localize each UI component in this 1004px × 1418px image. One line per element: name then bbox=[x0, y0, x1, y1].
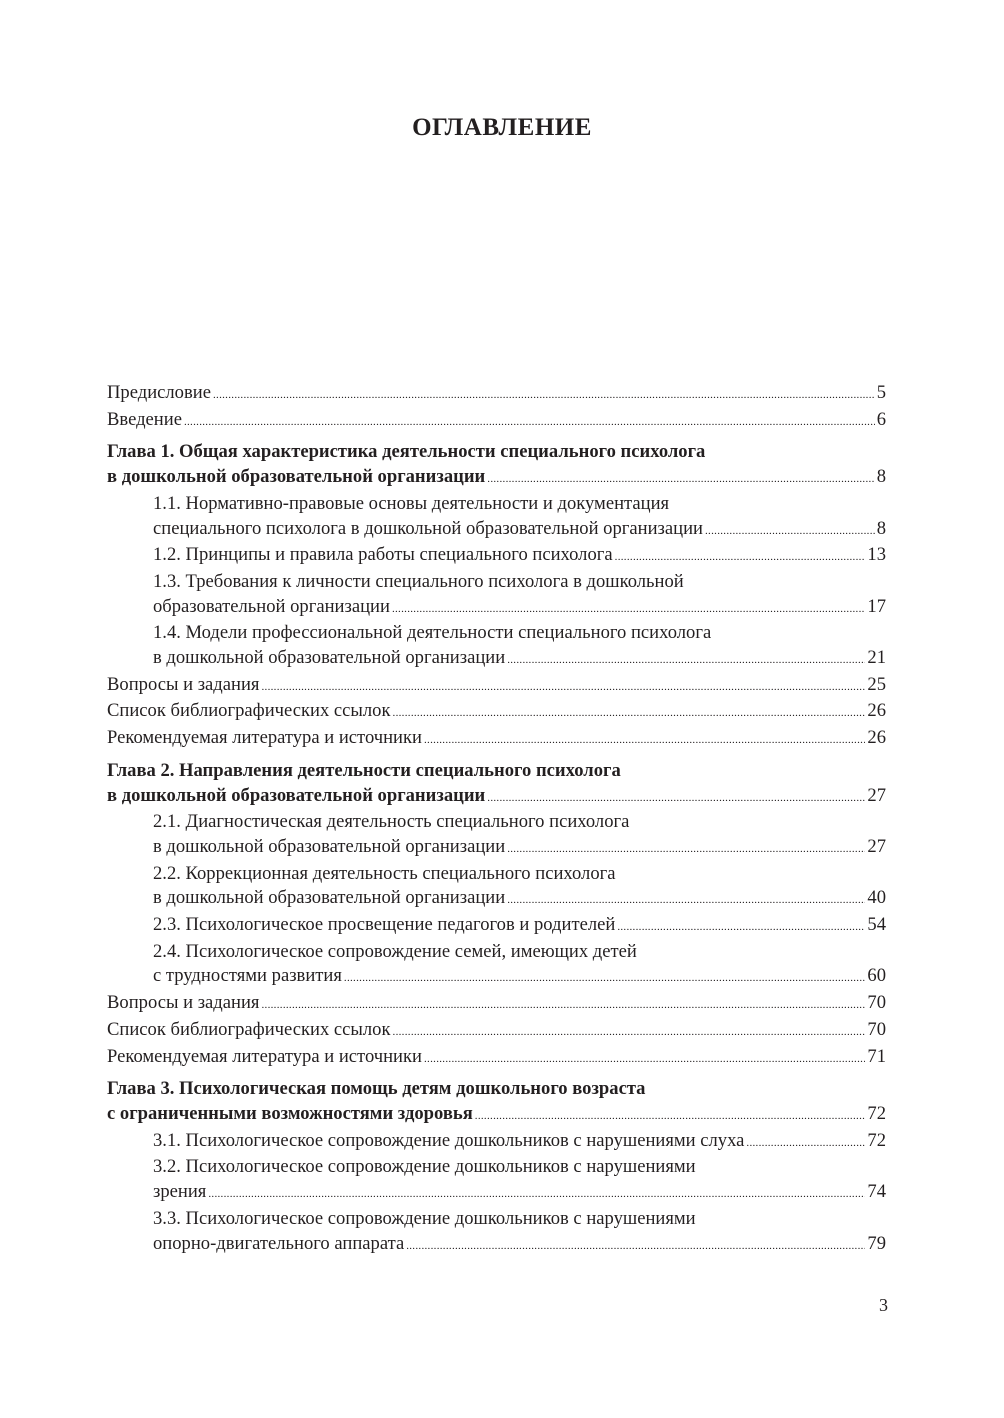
toc-entry-text: Вопросы и задания bbox=[107, 673, 260, 695]
toc-entry[interactable] bbox=[107, 1045, 886, 1072]
page-number: 3 bbox=[879, 1295, 888, 1315]
toc-entry[interactable] bbox=[107, 726, 886, 753]
toc-entry-text: в дошкольной образовательной организации bbox=[153, 887, 506, 909]
toc-entry-text: в дошкольной образовательной организации bbox=[153, 835, 506, 857]
dot-leader bbox=[617, 915, 865, 940]
toc-leader-line bbox=[107, 699, 886, 726]
toc-leader-line bbox=[107, 726, 886, 753]
toc-entry-text: специального психолога в дошкольной образовательной организации bbox=[153, 517, 703, 539]
toc-section-entry[interactable] bbox=[107, 940, 886, 991]
toc-page-number: 79 bbox=[867, 1232, 886, 1254]
dot-leader bbox=[615, 545, 866, 570]
toc-chapter-entry[interactable] bbox=[107, 440, 886, 491]
toc-section-entry[interactable] bbox=[107, 1155, 886, 1206]
toc-section-entry[interactable] bbox=[107, 570, 886, 621]
toc-leader-line bbox=[107, 408, 886, 435]
toc-entry-text: Список библиографических ссылок bbox=[107, 1018, 391, 1040]
toc-page-number: 13 bbox=[867, 544, 886, 566]
toc-entry-text: зрения bbox=[153, 1181, 207, 1203]
toc-entry[interactable] bbox=[107, 991, 886, 1018]
toc-page-number: 74 bbox=[867, 1181, 886, 1203]
toc-leader-line bbox=[107, 673, 886, 700]
toc-entry-text: Глава 1. Общая характеристика деятельности специального психолога bbox=[107, 441, 706, 463]
toc-page-number: 27 bbox=[867, 784, 886, 806]
toc-page-number: 54 bbox=[867, 914, 886, 936]
dot-leader bbox=[392, 597, 865, 622]
toc-entry-text: Предисловие bbox=[107, 382, 211, 403]
toc-leader-line bbox=[153, 646, 886, 673]
toc-page-number: 21 bbox=[867, 647, 886, 669]
toc-entry[interactable] bbox=[107, 699, 886, 726]
dot-leader bbox=[475, 1104, 866, 1129]
toc-section-entry[interactable] bbox=[107, 1129, 886, 1156]
toc-entry-text: Введение bbox=[107, 408, 182, 430]
toc-leader-line bbox=[153, 1232, 886, 1259]
dot-leader bbox=[213, 383, 875, 408]
toc-section-entry[interactable] bbox=[107, 621, 886, 672]
toc-leader-line bbox=[153, 964, 886, 991]
toc-page-number: 40 bbox=[867, 887, 886, 909]
toc-page-number: 8 bbox=[876, 517, 886, 539]
toc-leader-line bbox=[153, 1129, 886, 1156]
dot-leader bbox=[261, 993, 865, 1018]
toc-entry-text: в дошкольной образовательной организации bbox=[107, 784, 486, 806]
toc-section-entry[interactable] bbox=[107, 543, 886, 570]
toc-entry-text: 1.3. Требования к личности специального психолога в дошкольной bbox=[153, 570, 684, 592]
dot-leader bbox=[507, 888, 865, 913]
toc-entry-text: Рекомендуемая литература и источники bbox=[107, 1045, 422, 1067]
toc-entry[interactable] bbox=[107, 1018, 886, 1045]
toc-page-number: 60 bbox=[867, 965, 886, 987]
toc-leader-line bbox=[153, 1180, 886, 1207]
toc-page-number: 70 bbox=[867, 1018, 886, 1040]
dot-leader bbox=[487, 786, 865, 811]
dot-leader bbox=[261, 675, 865, 700]
toc-entry-text: 2.2. Коррекционная деятельность специального психолога bbox=[153, 862, 616, 884]
toc-leader-line bbox=[153, 517, 886, 544]
toc-entry-text: Глава 3. Психологическая помощь детям дошкольного возраста bbox=[107, 1078, 646, 1100]
toc-page-number: 8 bbox=[876, 466, 886, 488]
toc-page-number: 72 bbox=[867, 1102, 886, 1124]
toc-entry-text: опорно-двигательного аппарата bbox=[153, 1232, 405, 1254]
toc-leader-line bbox=[153, 595, 886, 622]
dot-leader bbox=[507, 837, 865, 862]
dot-leader bbox=[487, 467, 874, 492]
toc-entry[interactable] bbox=[107, 673, 886, 700]
toc-entry-text: в дошкольной образовательной организации bbox=[107, 466, 486, 488]
toc-page-number: 26 bbox=[867, 727, 886, 749]
toc-leader-line bbox=[107, 1045, 886, 1072]
dot-leader bbox=[746, 1131, 865, 1156]
toc-entry-text: Список библиографических ссылок bbox=[107, 700, 391, 722]
toc-page-number: 27 bbox=[867, 835, 886, 857]
toc-section-entry[interactable] bbox=[107, 913, 886, 940]
toc-leader-line bbox=[153, 886, 886, 913]
dot-leader bbox=[507, 648, 865, 673]
toc-entry-text: с ограниченными возможностями здоровья bbox=[107, 1102, 473, 1124]
toc-section-entry[interactable] bbox=[107, 810, 886, 861]
toc-entry-text: 1.2. Принципы и правила работы специального психолога bbox=[153, 544, 613, 566]
toc-entry-text: образовательной организации bbox=[153, 595, 390, 617]
dot-leader bbox=[705, 519, 875, 544]
toc-page-number: 71 bbox=[867, 1045, 886, 1067]
dot-leader bbox=[393, 701, 866, 726]
toc-page-number: 72 bbox=[867, 1129, 886, 1151]
page-title: ОГЛАВЛЕНИЕ bbox=[412, 114, 592, 141]
dot-leader bbox=[393, 1020, 866, 1045]
toc-leader-line bbox=[107, 784, 886, 811]
toc-entry-text: 3.1. Психологическое сопровождение дошкольников с нарушениями слуха bbox=[153, 1129, 745, 1151]
toc-entry[interactable] bbox=[107, 408, 886, 435]
toc-entry-text: 2.1. Диагностическая деятельность специального психолога bbox=[153, 811, 630, 833]
toc-leader-line bbox=[153, 913, 886, 940]
toc-section-entry[interactable] bbox=[107, 1207, 886, 1258]
toc-chapter-entry[interactable] bbox=[107, 1077, 886, 1128]
toc-entry-text: 3.3. Психологическое сопровождение дошкольников с нарушениями bbox=[153, 1207, 696, 1229]
toc-entry-text: в дошкольной образовательной организации bbox=[153, 647, 506, 669]
toc-page-number: 26 bbox=[867, 700, 886, 722]
dot-leader bbox=[424, 728, 865, 753]
dot-leader bbox=[424, 1047, 865, 1072]
toc-entry-text: Глава 2. Направления деятельности специального психолога bbox=[107, 759, 621, 781]
toc-leader-line bbox=[107, 991, 886, 1018]
toc-chapter-entry[interactable] bbox=[107, 759, 886, 810]
toc-leader-line bbox=[107, 1102, 886, 1129]
toc-page-number: 25 bbox=[867, 673, 886, 695]
toc-page-number: 6 bbox=[876, 408, 886, 430]
toc-entry-text: Рекомендуемая литература и источники bbox=[107, 727, 422, 749]
dot-leader bbox=[344, 966, 866, 991]
toc-entry-text: Вопросы и задания bbox=[107, 992, 260, 1014]
toc-leader-line bbox=[107, 1018, 886, 1045]
toc-leader-line bbox=[153, 543, 886, 570]
toc-entry-text: 1.4. Модели профессиональной деятельности специального психолога bbox=[153, 622, 712, 644]
toc-entry-text: 3.2. Психологическое сопровождение дошкольников с нарушениями bbox=[153, 1156, 696, 1178]
toc-entry-text: 2.3. Психологическое просвещение педагогов и родителей bbox=[153, 914, 616, 936]
dot-leader bbox=[406, 1234, 865, 1259]
toc-leader-line bbox=[107, 465, 886, 492]
toc-page-number: 17 bbox=[867, 595, 886, 617]
toc-section-entry[interactable] bbox=[107, 492, 886, 543]
toc-entry[interactable] bbox=[107, 381, 886, 408]
dot-leader bbox=[208, 1182, 865, 1207]
toc-section-entry[interactable] bbox=[107, 862, 886, 913]
toc-page-number: 5 bbox=[876, 382, 886, 403]
toc-entry-text: с трудностями развития bbox=[153, 965, 342, 987]
toc-leader-line bbox=[107, 381, 886, 408]
toc-leader-line bbox=[153, 835, 886, 862]
toc-page-number: 70 bbox=[867, 992, 886, 1014]
dot-leader bbox=[184, 410, 875, 435]
toc-entry-text: 2.4. Психологическое сопровождение семей, имеющих детей bbox=[153, 940, 637, 962]
toc-entry-text: 1.1. Нормативно-правовые основы деятельности и документация bbox=[153, 492, 670, 514]
table-of-contents bbox=[107, 381, 886, 1258]
